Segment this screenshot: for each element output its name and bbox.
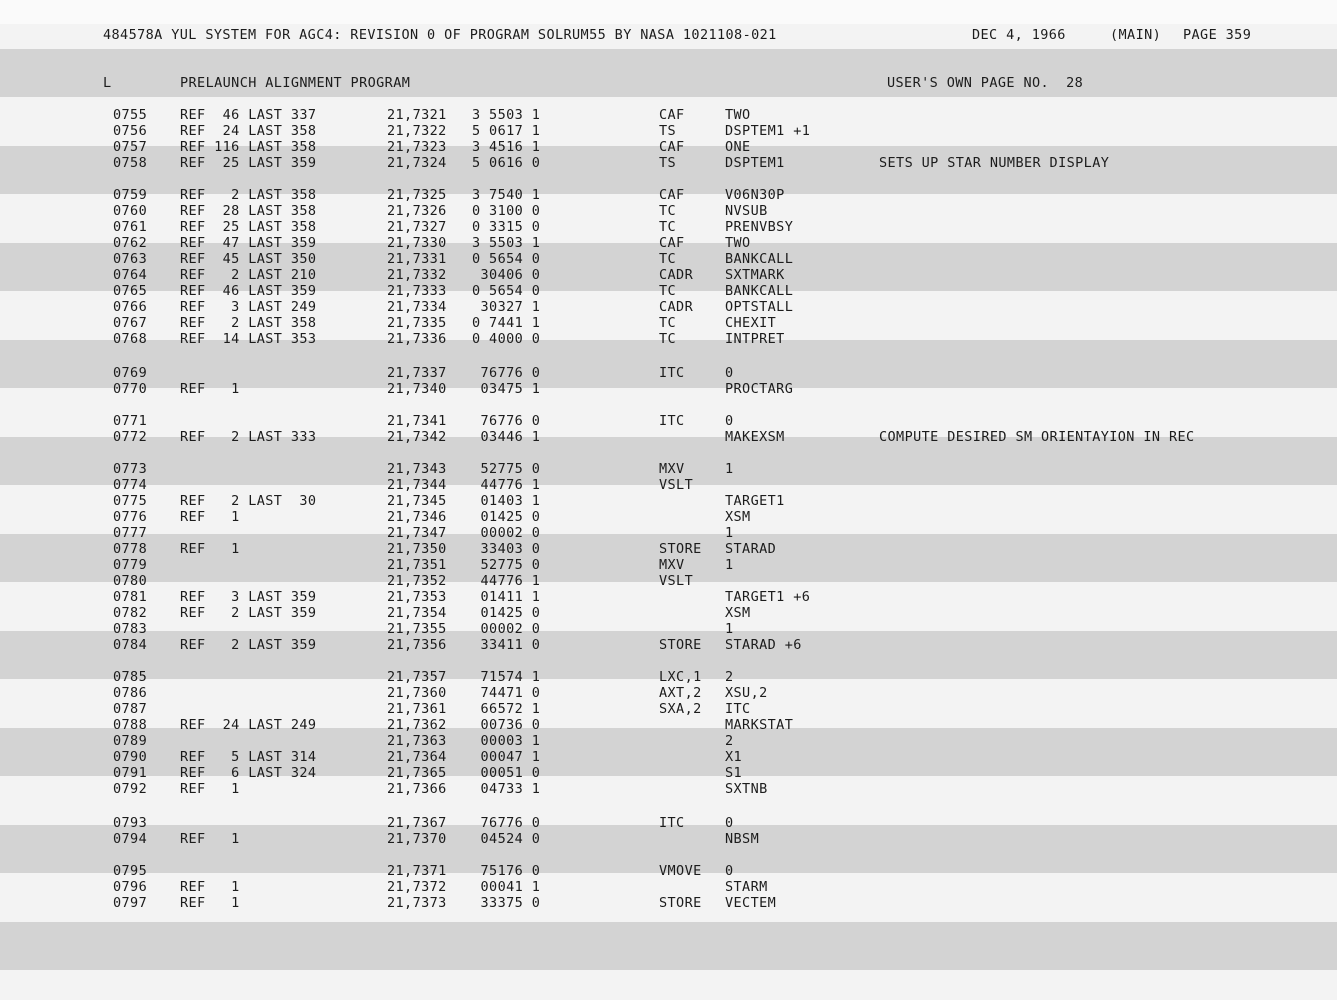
opcode: TC [659,251,677,267]
reference: REF 2 LAST 359 [180,605,317,621]
line-number: 0778 [113,541,148,557]
line-number: 0771 [113,413,148,429]
line-number: 0758 [113,155,148,171]
address: 21,7331 [387,251,447,267]
address: 21,7335 [387,315,447,331]
address: 21,7334 [387,299,447,315]
header-page-number: PAGE 359 [1183,27,1252,43]
reference: REF 25 LAST 359 [180,155,317,171]
address: 21,7365 [387,765,447,781]
address: 21,7367 [387,815,447,831]
operand: DSPTEM1 +1 [725,123,811,139]
address: 21,7361 [387,701,447,717]
operand: BANKCALL [725,283,794,299]
octal-code: 76776 0 [472,815,541,831]
octal-code: 0 3315 0 [472,219,541,235]
page-subheader [0,75,1084,91]
reference: REF 1 [180,895,240,911]
line-number: 0761 [113,219,148,235]
line-number: 0795 [113,863,148,879]
octal-code: 44776 1 [472,573,541,589]
address: 21,7332 [387,267,447,283]
opcode: CAF [659,107,685,123]
reference: REF 6 LAST 324 [180,765,317,781]
address: 21,7356 [387,637,447,653]
reference: REF 45 LAST 350 [180,251,317,267]
address: 21,7340 [387,381,447,397]
operand: ONE [725,139,751,155]
line-number: 0781 [113,589,148,605]
reference: REF 2 LAST 358 [180,315,317,331]
opcode: AXT,2 [659,685,702,701]
line-number: 0772 [113,429,148,445]
opcode: TS [659,155,677,171]
octal-code: 33403 0 [472,541,541,557]
line-number: 0773 [113,461,148,477]
octal-code: 00736 0 [472,717,541,733]
line-number: 0763 [113,251,148,267]
reference: REF 24 LAST 358 [180,123,317,139]
operand: 2 [725,733,734,749]
comment: COMPUTE DESIRED SM ORIENTAYION IN REC [879,429,1195,445]
octal-code: 01425 0 [472,509,541,525]
operand: PROCTARG [725,381,794,397]
line-number: 0769 [113,365,148,381]
octal-code: 0 5654 0 [472,283,541,299]
line-number: 0788 [113,717,148,733]
reference: REF 2 LAST 210 [180,267,317,283]
octal-code: 0 7441 1 [472,315,541,331]
operand: STARAD [725,541,777,557]
operand: 0 [725,815,734,831]
opcode: VSLT [659,477,694,493]
operand: ITC [725,701,751,717]
line-number: 0776 [113,509,148,525]
operand: STARAD +6 [725,637,802,653]
address: 21,7325 [387,187,447,203]
octal-code: 3 7540 1 [472,187,541,203]
address: 21,7357 [387,669,447,685]
line-number: 0774 [113,477,148,493]
octal-code: 30327 1 [472,299,541,315]
opcode: CAF [659,235,685,251]
address: 21,7354 [387,605,447,621]
octal-code: 01403 1 [472,493,541,509]
octal-code: 3 5503 1 [472,107,541,123]
octal-code: 04733 1 [472,781,541,797]
octal-code: 44776 1 [472,477,541,493]
operand: OPTSTALL [725,299,794,315]
line-number: 0789 [113,733,148,749]
octal-code: 52775 0 [472,461,541,477]
octal-code: 33375 0 [472,895,541,911]
operand: NVSUB [725,203,768,219]
line-number: 0794 [113,831,148,847]
address: 21,7322 [387,123,447,139]
reference: REF 1 [180,781,240,797]
operand: 1 [725,461,734,477]
address: 21,7330 [387,235,447,251]
line-number: 0784 [113,637,148,653]
operand: VECTEM [725,895,777,911]
octal-code: 01411 1 [472,589,541,605]
address: 21,7373 [387,895,447,911]
operand: MARKSTAT [725,717,794,733]
address: 21,7372 [387,879,447,895]
octal-code: 0 4000 0 [472,331,541,347]
reference: REF 2 LAST 358 [180,187,317,203]
opcode: TC [659,219,677,235]
line-number: 0783 [113,621,148,637]
opcode: TC [659,315,677,331]
subheader-user-page: USER'S OWN PAGE NO. 28 [887,75,1084,91]
opcode: TC [659,331,677,347]
address: 21,7364 [387,749,447,765]
octal-code: 5 0616 0 [472,155,541,171]
octal-code: 00041 1 [472,879,541,895]
address: 21,7362 [387,717,447,733]
operand: 0 [725,365,734,381]
reference: REF 1 [180,381,240,397]
reference: REF 116 LAST 358 [180,139,317,155]
line-number: 0786 [113,685,148,701]
opcode: CAF [659,187,685,203]
operand: TARGET1 [725,493,785,509]
reference: REF 2 LAST 359 [180,637,317,653]
reference: REF 1 [180,541,240,557]
operand: 1 [725,525,734,541]
operand: CHEXIT [725,315,777,331]
opcode: MXV [659,557,685,573]
opcode: CADR [659,299,694,315]
reference: REF 28 LAST 358 [180,203,317,219]
address: 21,7347 [387,525,447,541]
reference: REF 3 LAST 249 [180,299,317,315]
address: 21,7346 [387,509,447,525]
address: 21,7342 [387,429,447,445]
line-number: 0777 [113,525,148,541]
opcode: CADR [659,267,694,283]
operand: XSU,2 [725,685,768,701]
address: 21,7371 [387,863,447,879]
operand: INTPRET [725,331,785,347]
reference: REF 2 LAST 333 [180,429,317,445]
operand: XSM [725,605,751,621]
line-number: 0765 [113,283,148,299]
octal-code: 71574 1 [472,669,541,685]
reference: REF 24 LAST 249 [180,717,317,733]
line-number: 0764 [113,267,148,283]
line-number: 0797 [113,895,148,911]
address: 21,7326 [387,203,447,219]
reference: REF 1 [180,509,240,525]
octal-code: 04524 0 [472,831,541,847]
line-number: 0785 [113,669,148,685]
opcode: TC [659,283,677,299]
operand: S1 [725,765,743,781]
address: 21,7360 [387,685,447,701]
opcode: STORE [659,895,702,911]
opcode: STORE [659,637,702,653]
line-number: 0780 [113,573,148,589]
octal-code: 00047 1 [472,749,541,765]
line-number: 0793 [113,815,148,831]
octal-code: 33411 0 [472,637,541,653]
line-number: 0756 [113,123,148,139]
line-number: 0760 [113,203,148,219]
reference: REF 2 LAST 30 [180,493,317,509]
octal-code: 76776 0 [472,365,541,381]
operand: PRENVBSY [725,219,794,235]
reference: REF 25 LAST 358 [180,219,317,235]
comment: SETS UP STAR NUMBER DISPLAY [879,155,1110,171]
operand: 1 [725,557,734,573]
octal-code: 52775 0 [472,557,541,573]
octal-code: 0 3100 0 [472,203,541,219]
operand: 0 [725,413,734,429]
opcode: LXC,1 [659,669,702,685]
opcode: ITC [659,413,685,429]
operand: BANKCALL [725,251,794,267]
operand: TWO [725,235,751,251]
opcode: VSLT [659,573,694,589]
octal-code: 03475 1 [472,381,541,397]
line-number: 0775 [113,493,148,509]
address: 21,7333 [387,283,447,299]
octal-code: 5 0617 1 [472,123,541,139]
subheader-title: PRELAUNCH ALIGNMENT PROGRAM [180,75,411,91]
address: 21,7363 [387,733,447,749]
reference: REF 14 LAST 353 [180,331,317,347]
line-number: 0792 [113,781,148,797]
line-number: 0796 [113,879,148,895]
octal-code: 0 5654 0 [472,251,541,267]
reference: REF 5 LAST 314 [180,749,317,765]
address: 21,7323 [387,139,447,155]
address: 21,7324 [387,155,447,171]
operand: 1 [725,621,734,637]
operand: DSPTEM1 [725,155,785,171]
header-date: DEC 4, 1966 [972,27,1066,43]
reference: REF 1 [180,831,240,847]
operand: TWO [725,107,751,123]
octal-code: 3 5503 1 [472,235,541,251]
octal-code: 74471 0 [472,685,541,701]
octal-code: 00003 1 [472,733,541,749]
address: 21,7337 [387,365,447,381]
line-number: 0759 [113,187,148,203]
octal-code: 00051 0 [472,765,541,781]
octal-code: 76776 0 [472,413,541,429]
address: 21,7370 [387,831,447,847]
operand: 2 [725,669,734,685]
page-header [0,27,1252,43]
address: 21,7366 [387,781,447,797]
opcode: TS [659,123,677,139]
reference: REF 3 LAST 359 [180,589,317,605]
subheader-marker: L [103,75,112,91]
address: 21,7327 [387,219,447,235]
line-number: 0790 [113,749,148,765]
octal-code: 75176 0 [472,863,541,879]
opcode: CAF [659,139,685,155]
octal-code: 30406 0 [472,267,541,283]
opcode: VMOVE [659,863,702,879]
line-number: 0770 [113,381,148,397]
address: 21,7350 [387,541,447,557]
operand: SXTNB [725,781,768,797]
octal-code: 00002 0 [472,621,541,637]
address: 21,7353 [387,589,447,605]
operand: MAKEXSM [725,429,785,445]
opcode: STORE [659,541,702,557]
operand: TARGET1 +6 [725,589,811,605]
line-number: 0767 [113,315,148,331]
reference: REF 46 LAST 337 [180,107,317,123]
address: 21,7351 [387,557,447,573]
operand: STARM [725,879,768,895]
address: 21,7336 [387,331,447,347]
address: 21,7352 [387,573,447,589]
reference: REF 46 LAST 359 [180,283,317,299]
operand: X1 [725,749,743,765]
opcode: SXA,2 [659,701,702,717]
address: 21,7355 [387,621,447,637]
header-title: 484578A YUL SYSTEM FOR AGC4: REVISION 0 OF PROGRAM SOLRUM55 BY NASA 1021108-021 [103,27,777,43]
operand: V06N30P [725,187,785,203]
line-number: 0757 [113,139,148,155]
octal-code: 01425 0 [472,605,541,621]
address: 21,7344 [387,477,447,493]
octal-code: 00002 0 [472,525,541,541]
opcode: ITC [659,365,685,381]
address: 21,7321 [387,107,447,123]
octal-code: 03446 1 [472,429,541,445]
line-number: 0762 [113,235,148,251]
reference: REF 47 LAST 359 [180,235,317,251]
line-number: 0791 [113,765,148,781]
operand: SXTMARK [725,267,785,283]
line-number: 0782 [113,605,148,621]
operand: XSM [725,509,751,525]
reference: REF 1 [180,879,240,895]
operand: NBSM [725,831,760,847]
address: 21,7345 [387,493,447,509]
octal-code: 3 4516 1 [472,139,541,155]
address: 21,7343 [387,461,447,477]
opcode: TC [659,203,677,219]
header-section: (MAIN) [1110,27,1162,43]
line-number: 0768 [113,331,148,347]
line-number: 0779 [113,557,148,573]
top-margin [0,0,1337,24]
line-number: 0787 [113,701,148,717]
line-number: 0766 [113,299,148,315]
octal-code: 66572 1 [472,701,541,717]
operand: 0 [725,863,734,879]
line-number: 0755 [113,107,148,123]
opcode: MXV [659,461,685,477]
opcode: ITC [659,815,685,831]
address: 21,7341 [387,413,447,429]
